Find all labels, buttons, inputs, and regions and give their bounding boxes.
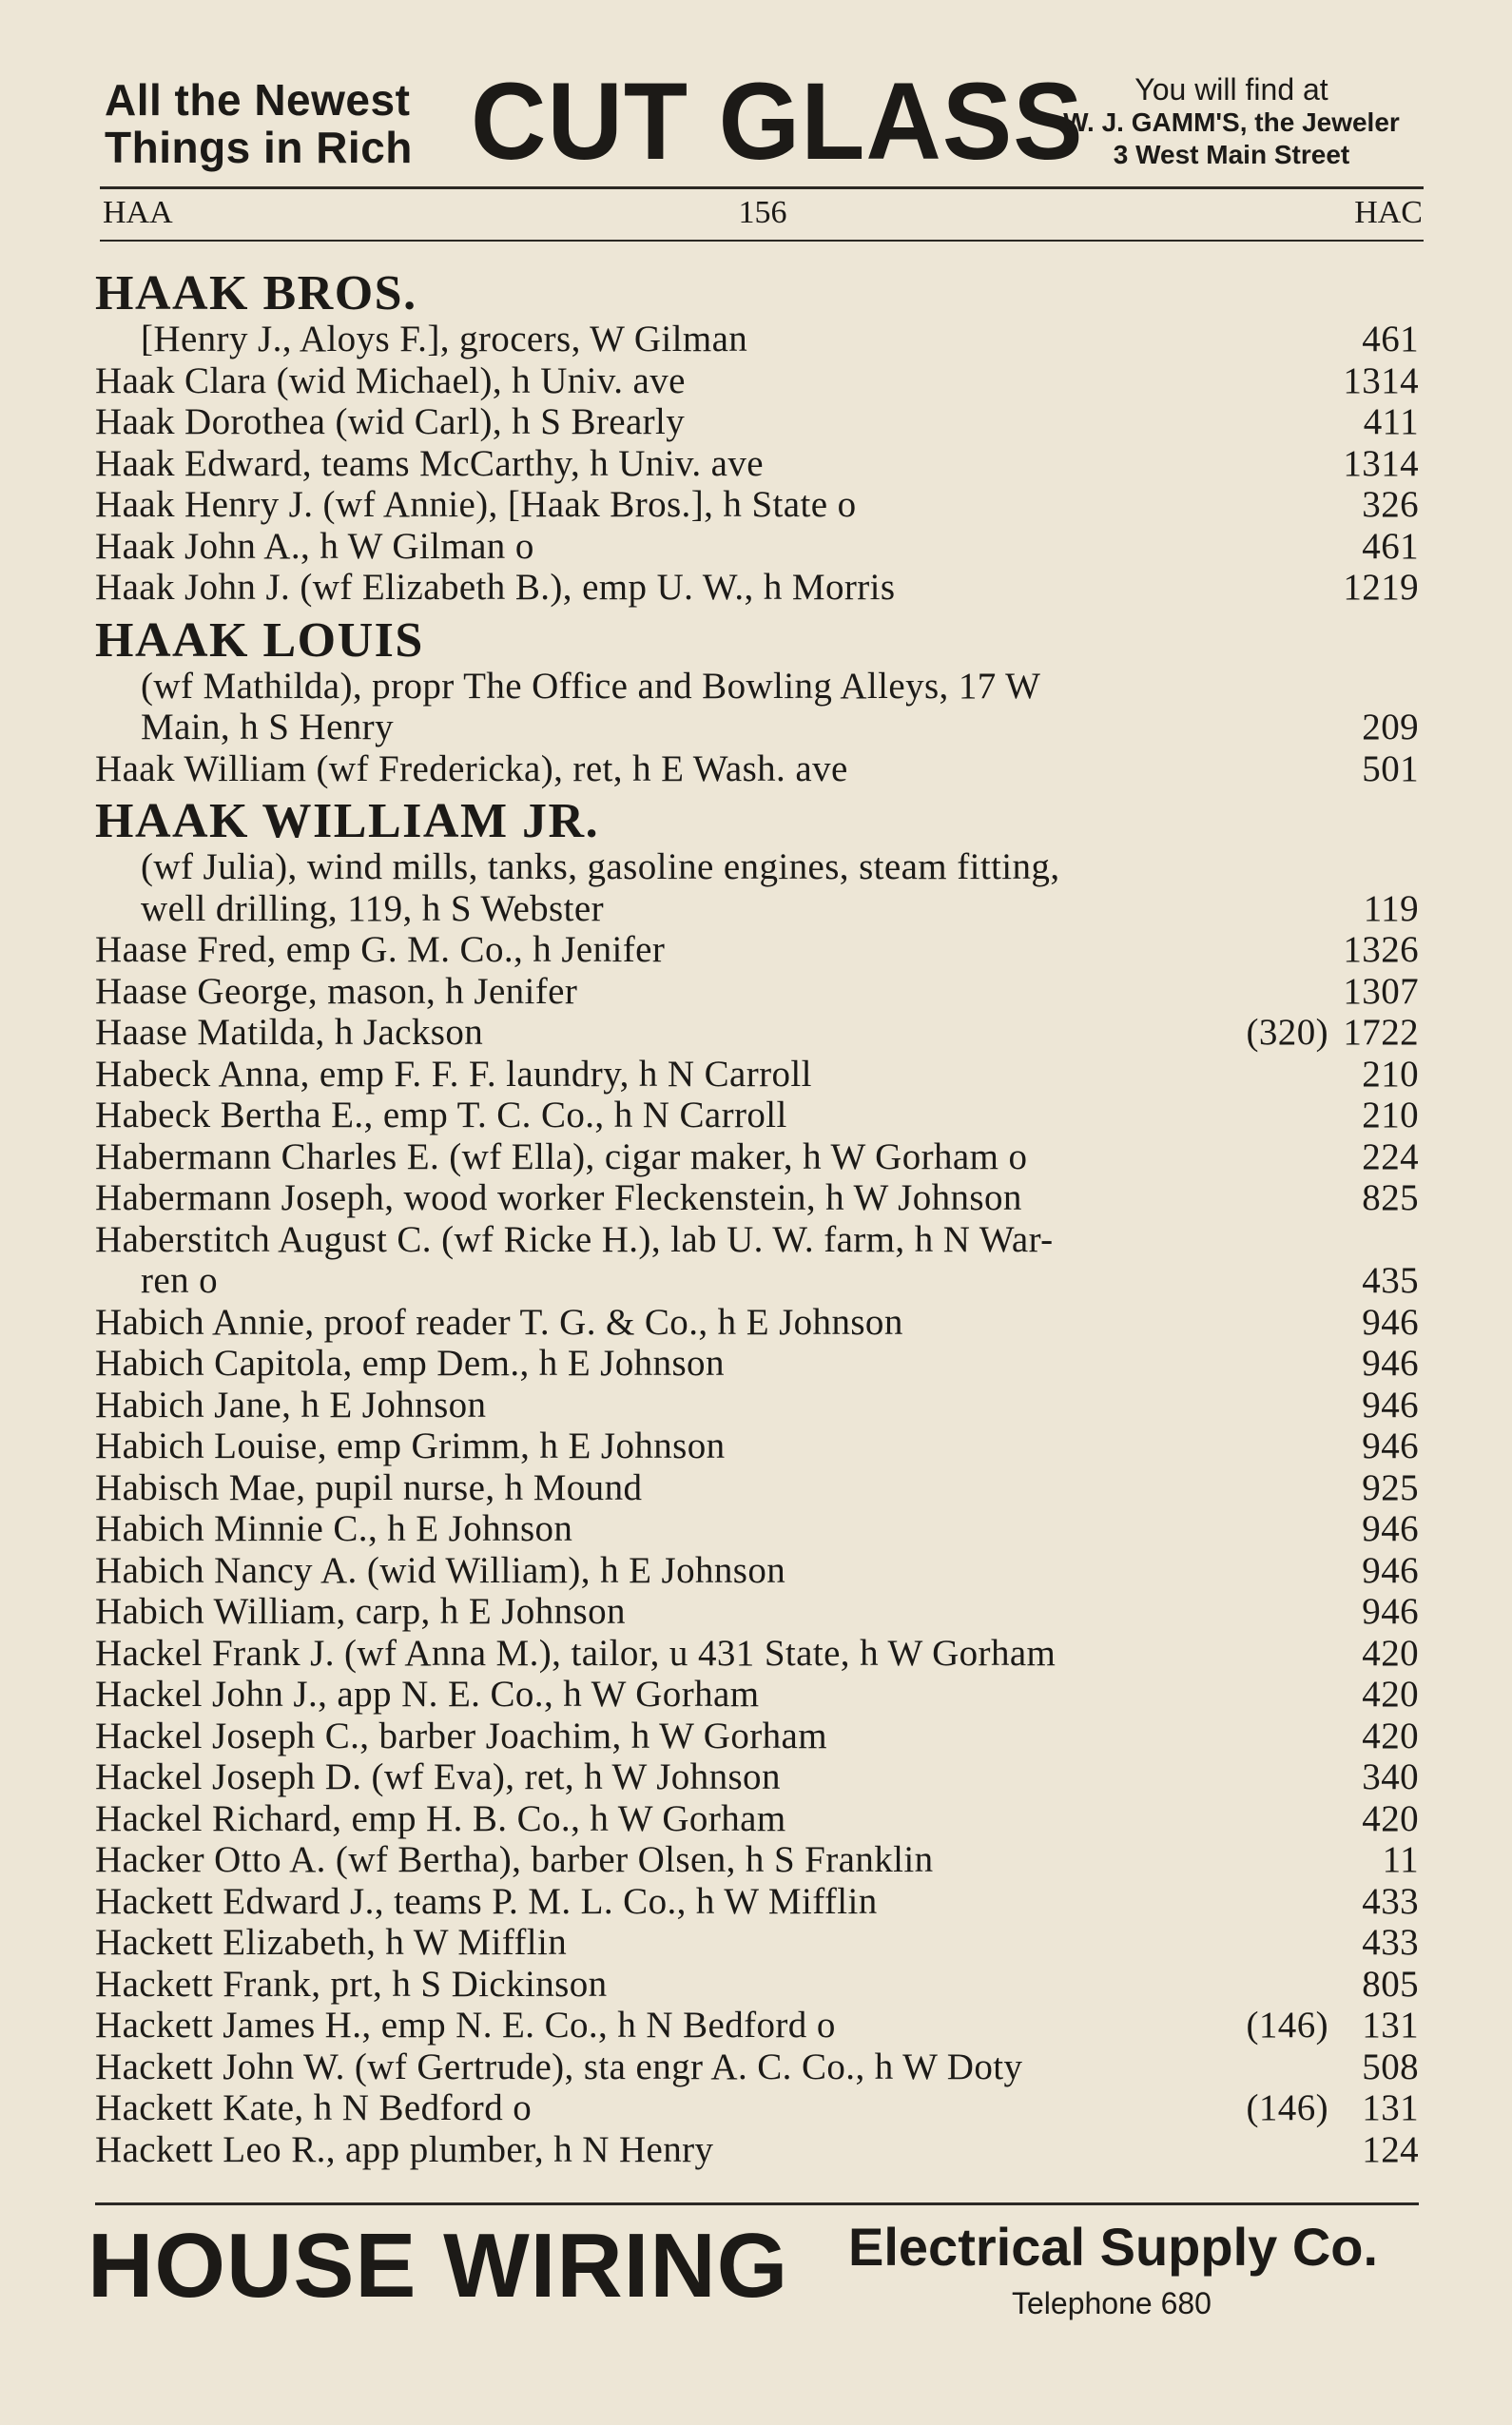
directory-entry [95,401,1419,443]
ad-jeweler-info [1032,72,1431,171]
entry-number: 119 [1363,887,1419,929]
directory-entry [95,1302,1419,1344]
ad-jeweler-line3: 3 West Main Street [1113,140,1350,169]
entry-number: 946 [1362,1384,1419,1426]
directory-entry [95,1219,1419,1261]
entry-text: Habermann Joseph, wood worker Fleckenstein, h W Johnson [95,1177,1022,1218]
directory-entry [95,1922,1419,1964]
running-head-rule [100,240,1424,242]
directory-entry [95,1674,1419,1716]
directory-entry [95,526,1419,568]
directory-entry [95,1260,1419,1302]
directory-entry [95,360,1419,402]
bottom-ad-telephone: Telephone 680 [1012,2286,1212,2320]
entry-phone-prefix: (146) [1246,2005,1328,2046]
ad-headline: CUT GLASS [471,59,1084,184]
entry-number: 946 [1362,1591,1419,1632]
bottom-ad-company: Electrical Supply Co. [848,2217,1379,2277]
entry-number: 925 [1362,1466,1419,1508]
entry-number: 435 [1362,1260,1419,1301]
entry-number: 210 [1362,1095,1419,1135]
directory-entry [95,846,1419,888]
bottom-ad-headline: HOUSE WIRING [87,2215,789,2317]
directory-entry [95,1467,1419,1509]
directory-entry [95,1881,1419,1923]
entry-number: 411 [1363,401,1419,442]
entry-text: Hackel Frank J. (wf Anna M.), tailor, u 431 State, h W Gorham [95,1632,1056,1674]
entry-number: 433 [1362,1880,1419,1922]
entry-text: Haase Matilda, h Jackson [95,1012,484,1053]
entry-text: Haak John J. (wf Elizabeth B.), emp U. W., h Morris [95,567,896,608]
directory-entry [95,1550,1419,1592]
entry-text: Habich Annie, proof reader T. G. & Co., h E Johnson [95,1301,903,1343]
entry-number: 501 [1362,747,1419,789]
directory-entry [95,2087,1419,2129]
directory-entry [95,484,1419,526]
ad-tagline-line2: Things in Rich [105,123,413,172]
entry-text: Habich Louise, emp Grimm, h E Johnson [95,1426,726,1466]
entry-number: 420 [1362,1715,1419,1756]
entry-text: Haase Fred, emp G. M. Co., h Jenifer [95,929,666,970]
entry-text: Hackett Frank, prt, h S Dickinson [95,1963,608,2005]
entry-number: 1314 [1343,442,1419,484]
directory-entry [95,929,1419,971]
entry-text: Haak Henry J. (wf Annie), [Haak Bros.], h State o [95,484,857,525]
entry-text: Hackel Richard, emp H. B. Co., h W Gorham [95,1797,786,1839]
entry-number: 420 [1362,1797,1419,1839]
page-number: 156 [738,195,787,230]
entry-number: 508 [1362,2046,1419,2087]
directory-entry [95,1756,1419,1798]
entry-text: Hackett Edward J., teams P. M. L. Co., h W Mifflin [95,1880,878,1922]
directory-entry [95,1385,1419,1426]
directory-entry [95,707,1419,748]
entry-number: 1326 [1343,929,1419,970]
entry-number: 124 [1362,2128,1419,2170]
entry-text: Habeck Bertha E., emp T. C. Co., h N Carroll [95,1095,787,1135]
bottom-advertisement [87,2206,1426,2339]
entry-number: 1307 [1343,970,1419,1012]
footer-rule [95,2202,1419,2205]
directory-entry [95,2005,1419,2047]
running-head-left: HAA [103,195,173,230]
running-head [103,193,1423,233]
entry-number: 131 [1362,2087,1419,2128]
entry-heading: HAAK BROS. [95,266,417,320]
entry-text: [Henry J., Aloys F.], grocers, W Gilman [141,319,748,359]
directory-entry [95,1136,1419,1178]
entry-number: 210 [1362,1053,1419,1095]
entry-number: 131 [1362,2005,1419,2046]
directory-entry [95,888,1419,930]
directory-entry [95,1177,1419,1219]
entry-text: Haase George, mason, h Jenifer [95,970,578,1012]
entry-text: Habich William, carp, h E Johnson [95,1591,626,1632]
directory-entry [95,1633,1419,1675]
entry-text: Haak John A., h W Gilman o [95,525,534,567]
entry-number: 420 [1362,1674,1419,1715]
directory-entry [95,1716,1419,1757]
directory-entry [95,666,1419,708]
directory-entry [95,1343,1419,1385]
entry-number: 946 [1362,1426,1419,1466]
entry-text: Hackett Kate, h N Bedford o [95,2087,533,2128]
directory-entry [95,319,1419,360]
entry-phone-prefix: (320) [1246,1012,1328,1053]
directory-entry [95,971,1419,1013]
directory-entry [95,748,1419,790]
entry-number: 420 [1362,1632,1419,1674]
directory-listing [95,262,1419,2170]
entry-number: 461 [1362,525,1419,567]
entry-text: Habeck Anna, emp F. F. F. laundry, h N Carroll [95,1053,812,1095]
entry-number: 946 [1362,1343,1419,1384]
directory-entry [95,567,1419,609]
entry-text: Habich Capitola, emp Dem., h E Johnson [95,1343,725,1384]
entry-phone-prefix: (146) [1246,2087,1328,2128]
entry-text: Hackett John W. (wf Gertrude), sta engr A. C. Co., h W Doty [95,2046,1023,2087]
entry-number: 224 [1362,1135,1419,1177]
entry-text: (wf Mathilda), propr The Office and Bowling Alleys, 17 W [141,665,1041,707]
entry-text: ren o [141,1260,219,1301]
entry-text: Hackett Elizabeth, h W Mifflin [95,1922,568,1963]
ad-jeweler-line2: W. J. GAMM'S, the Jeweler [1063,107,1400,137]
entry-number: 461 [1362,319,1419,359]
top-advertisement [95,59,1426,184]
entry-text: Hackel Joseph C., barber Joachim, h W Gorham [95,1715,827,1756]
running-head-right: HAC [1354,195,1423,230]
entry-text: Haak William (wf Fredericka), ret, h E Wash. ave [95,747,848,789]
entry-text: Habermann Charles E. (wf Ella), cigar maker, h W Gorham o [95,1135,1028,1177]
directory-entry [95,1964,1419,2006]
entry-number: 1314 [1343,359,1419,401]
entry-number: 946 [1362,1508,1419,1549]
directory-entry [95,1426,1419,1467]
directory-entry [95,2047,1419,2088]
entry-heading: HAAK LOUIS [95,612,424,668]
entry-number: 1722 [1343,1012,1419,1053]
ad-tagline-line1: All the Newest [105,75,411,125]
directory-entry [95,2129,1419,2171]
entry-text: well drilling, 119, h S Webster [141,887,604,929]
entry-text: Hackett Leo R., app plumber, h N Henry [95,2128,714,2170]
directory-entry [95,443,1419,485]
entry-text: Habich Jane, h E Johnson [95,1384,487,1426]
directory-entry [95,1591,1419,1633]
entry-number: 825 [1362,1177,1419,1218]
entry-text: Hacker Otto A. (wf Bertha), barber Olsen, h S Franklin [95,1839,934,1880]
entry-number: 946 [1362,1301,1419,1343]
entry-number: 805 [1362,1963,1419,2005]
directory-entry [95,1508,1419,1550]
directory-entry [95,1095,1419,1136]
entry-number: 209 [1362,707,1419,747]
ad-tagline [105,76,413,171]
entry-text: Habisch Mae, pupil nurse, h Mound [95,1466,643,1508]
entry-text: Haak Dorothea (wid Carl), h S Brearly [95,401,686,442]
entry-number: 1219 [1343,567,1419,608]
entry-text: Habich Nancy A. (wid William), h E Johnson [95,1549,786,1591]
entry-text: Haak Clara (wid Michael), h Univ. ave [95,359,686,401]
entry-number: 11 [1382,1839,1419,1880]
entry-text: Habich Minnie C., h E Johnson [95,1508,573,1549]
directory-entry [95,1839,1419,1881]
entry-text: Main, h S Henry [141,707,394,747]
directory-entry [95,1798,1419,1840]
entry-text: Hackel Joseph D. (wf Eva), ret, h W Johnson [95,1756,781,1797]
ad-jeweler-line1: You will find at [1134,72,1328,107]
directory-entry [95,1012,1419,1054]
entry-text: Haberstitch August C. (wf Ricke H.), lab U. W. farm, h N War- [95,1218,1054,1260]
entry-text: Hackel John J., app N. E. Co., h W Gorham [95,1674,760,1715]
entry-text: Hackett James H., emp N. E. Co., h N Bedford o [95,2005,836,2046]
entry-text: Haak Edward, teams McCarthy, h Univ. ave [95,442,764,484]
entry-text: (wf Julia), wind mills, tanks, gasoline engines, steam fitting, [141,846,1060,887]
entry-number: 340 [1362,1756,1419,1797]
directory-entry [95,1054,1419,1096]
entry-number: 326 [1362,484,1419,525]
entry-number: 946 [1362,1549,1419,1591]
header-rule [100,186,1424,189]
entry-number: 433 [1362,1922,1419,1963]
entry-heading: HAAK WILLIAM JR. [95,794,600,848]
